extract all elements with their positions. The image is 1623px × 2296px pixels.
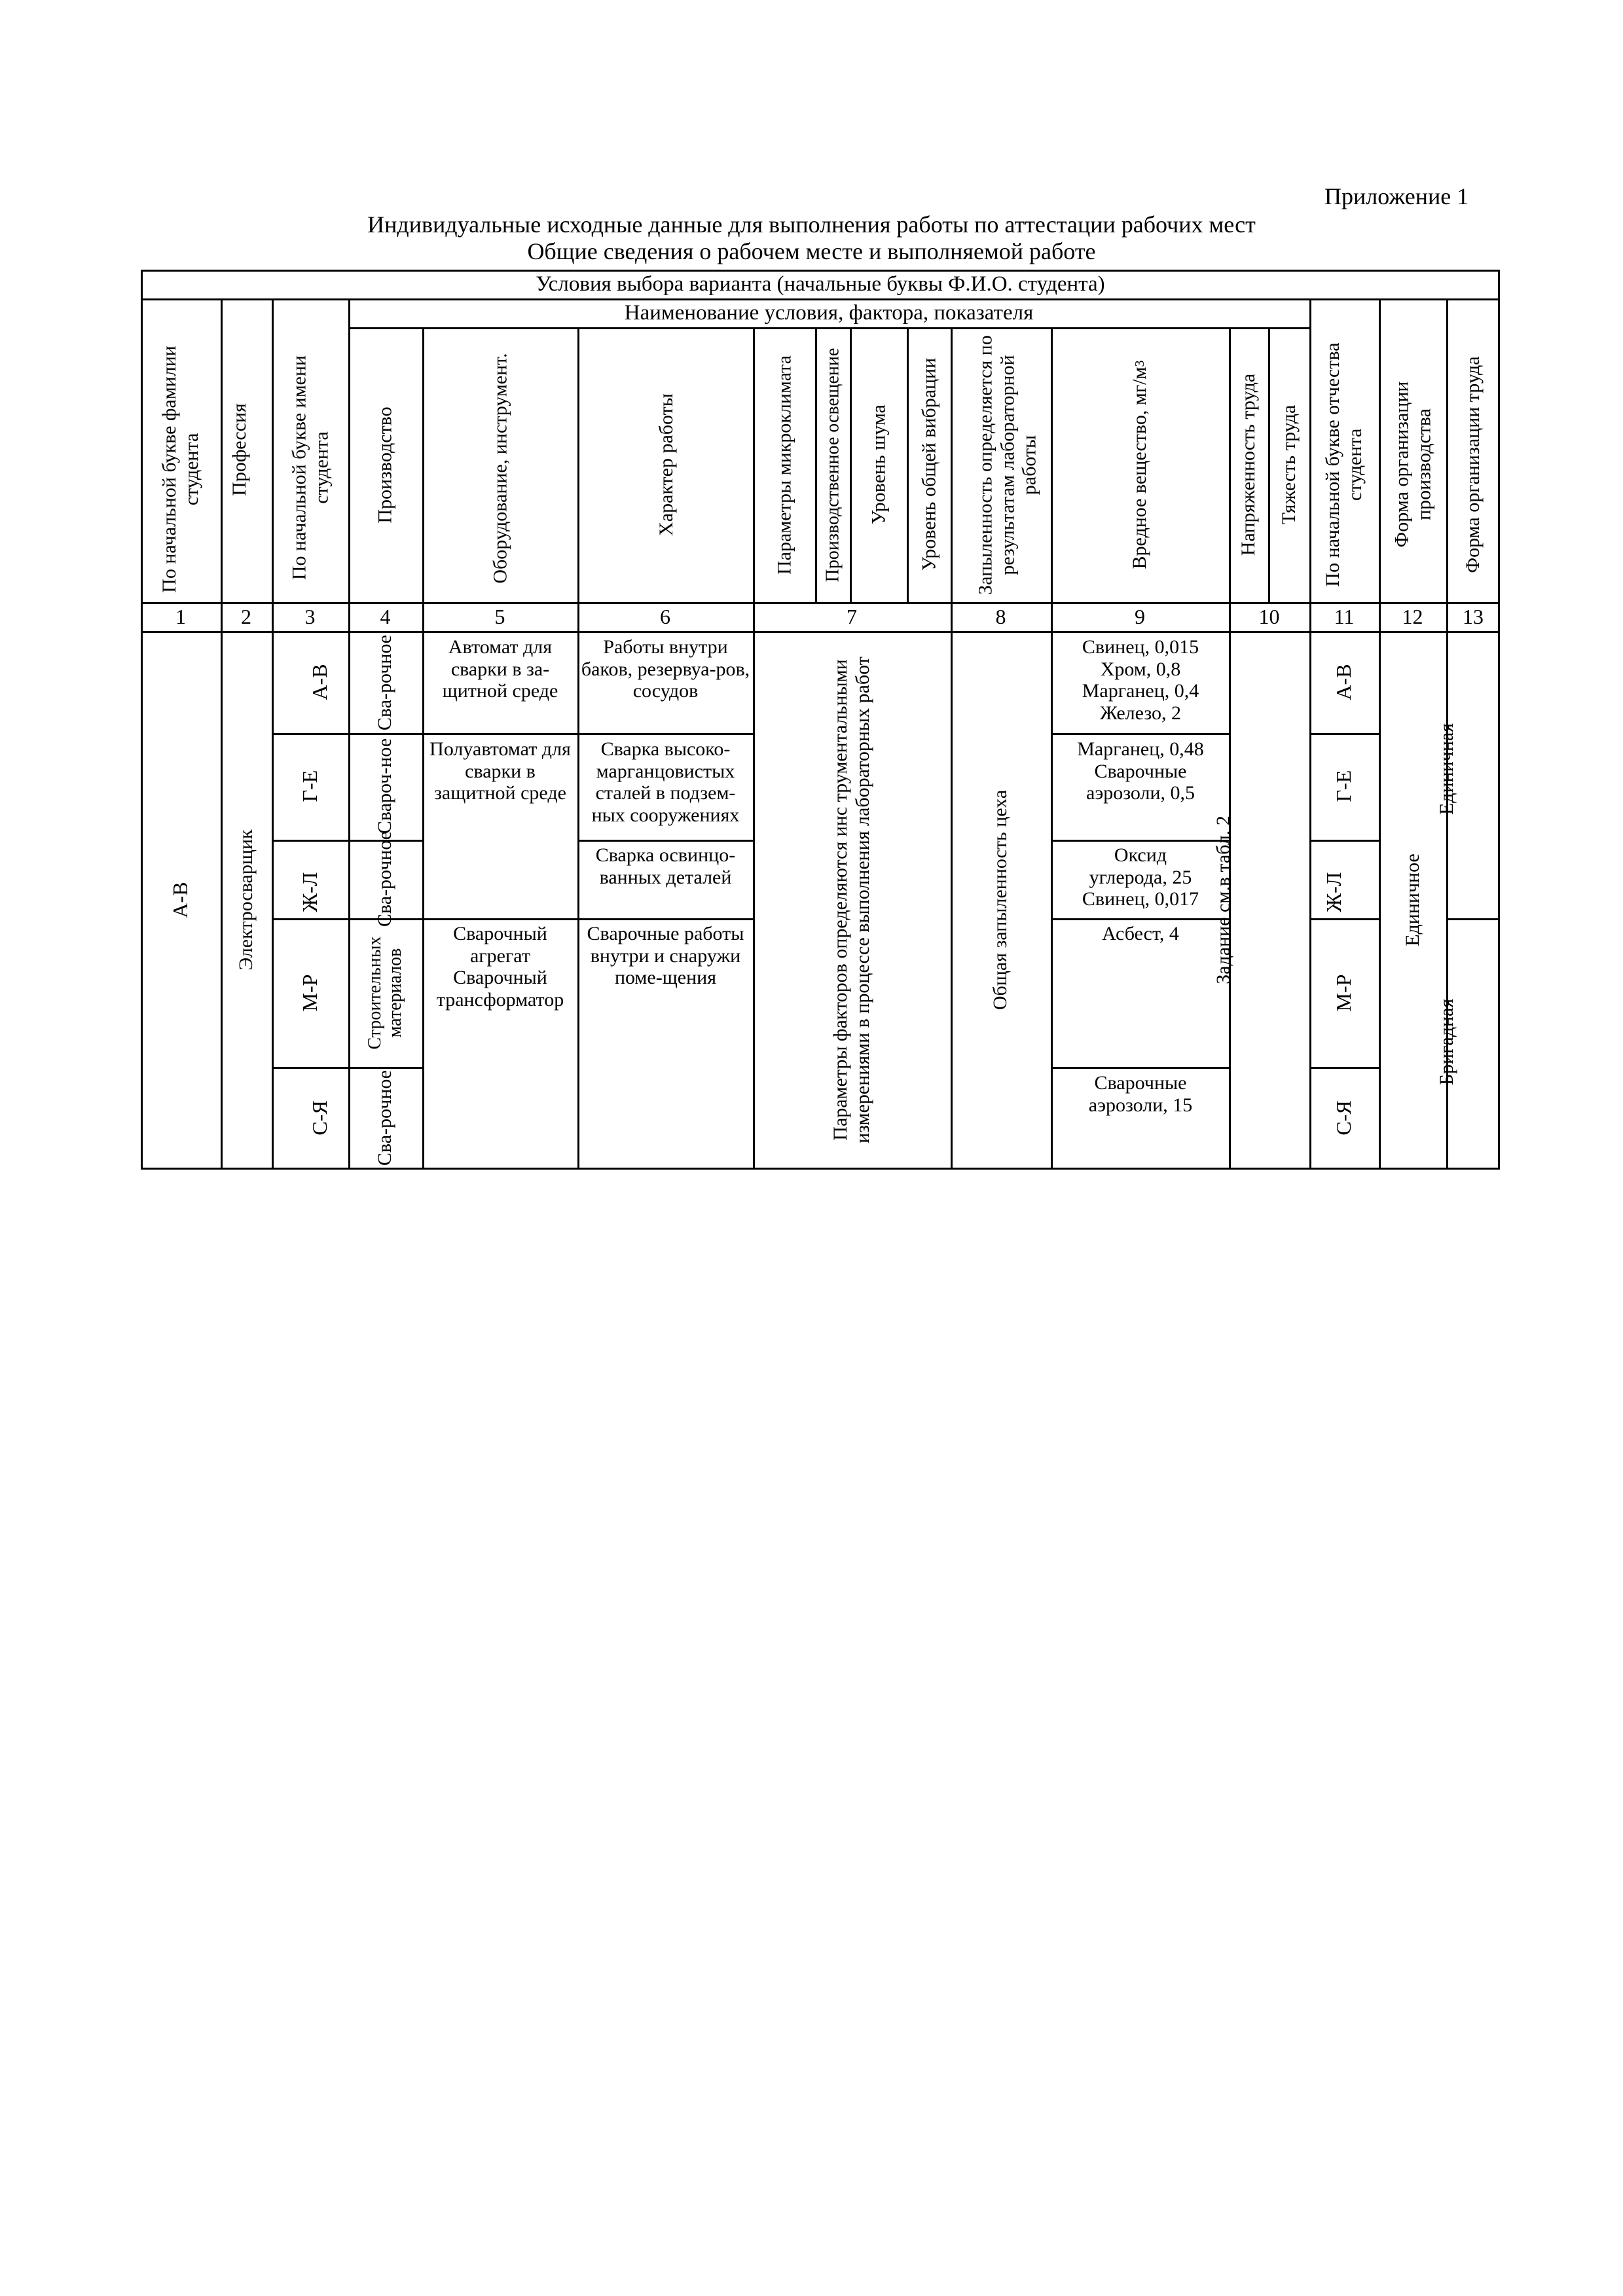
patronymic-range: М-Р xyxy=(1332,974,1356,1012)
name-range: Г-Е xyxy=(298,770,322,802)
table-rule xyxy=(1051,1067,1229,1069)
col-header-9-superscript: 3 xyxy=(1132,360,1147,367)
col-number: 4 xyxy=(380,605,391,628)
labor-organization: Бригадная xyxy=(1436,998,1458,1086)
table-rule xyxy=(1309,733,1379,735)
col-number: 2 xyxy=(241,605,251,628)
task-reference: Задание см.в табл. 2 xyxy=(1213,816,1235,984)
table-rule xyxy=(1446,918,1500,920)
table-rule xyxy=(577,840,753,842)
table-rule xyxy=(1051,840,1229,842)
table-rule xyxy=(141,631,1500,633)
col-header-13: Форма организации труда xyxy=(1462,356,1484,573)
col-number: 6 xyxy=(660,605,670,628)
production-cell: Сва-рочное xyxy=(374,1069,396,1166)
col-header-2: Профессия xyxy=(228,403,251,496)
factor-parameters-note: Параметры факторов определяются инс трументальными измерениями в процессе выполнения лабораторных работ xyxy=(830,656,873,1143)
col-header-6: Характер работы xyxy=(655,393,678,536)
col-number: 11 xyxy=(1334,605,1355,628)
col-header-7b: Производственное освещение xyxy=(822,348,843,583)
equipment-cell: Автомат для сварки в за-щитной среде xyxy=(442,636,558,702)
col-header-11: По начальной букве отчества студента xyxy=(1322,342,1366,587)
col-header-8: Запыленность определяется по результатам лабораторной работы xyxy=(974,335,1040,595)
col-number: 7 xyxy=(847,605,857,628)
col-number: 8 xyxy=(995,605,1006,628)
header-conditions: Условия выбора варианта (начальные буквы Ф.И.О. студента) xyxy=(536,272,1105,296)
dust-note: Общая запыленность цеха xyxy=(989,789,1012,1011)
table-rule xyxy=(348,327,1309,329)
surname-range: А-В xyxy=(168,882,192,918)
profession: Электросварщик xyxy=(235,829,257,971)
table-rule xyxy=(1051,918,1229,920)
table-rule xyxy=(1051,733,1229,735)
patronymic-range: С-Я xyxy=(1332,1100,1356,1136)
work-cell: Сварка освинцо-ванных деталей xyxy=(595,844,736,888)
header-names: Наименование условия, фактора, показателя xyxy=(624,300,1034,325)
col-header-12: Форма организации производства xyxy=(1391,381,1434,548)
production-cell: Строительных материалов xyxy=(364,936,405,1050)
name-range: Ж-Л xyxy=(298,872,322,912)
substance-cell: Сварочные аэрозоли, 15 xyxy=(1088,1072,1193,1116)
col-header-7a: Параметры микроклимата xyxy=(773,355,795,575)
table-border-bottom xyxy=(141,1168,1500,1170)
production-cell: Сва-рочное xyxy=(374,634,396,731)
page-title: Индивидуальные исходные данные для выполнения работы по аттестации рабочих мест xyxy=(367,211,1256,238)
work-cell: Сварочные работы внутри и снаружи поме-щения xyxy=(587,923,744,989)
col-number: 10 xyxy=(1258,605,1280,628)
col-number: 13 xyxy=(1463,605,1484,628)
col-header-4: Производство xyxy=(374,406,396,524)
labor-organization: Единичная xyxy=(1436,723,1458,816)
col-header-1: По начальной букве фамилии студента xyxy=(158,346,202,593)
col-header-3: По начальной букве имени студента xyxy=(288,355,332,581)
substance-cell: Оксид углерода, 25 Свинец, 0,017 xyxy=(1082,844,1199,910)
col-number: 3 xyxy=(304,605,316,628)
name-range: С-Я xyxy=(308,1100,332,1136)
substance-cell: Свинец, 0,015 Хром, 0,8 Марганец, 0,4 Железо, 2 xyxy=(1082,636,1199,724)
table-rule xyxy=(272,918,753,920)
equipment-cell: Полуавтомат для сварки в защитной среде xyxy=(429,738,571,804)
page-subtitle: Общие сведения о рабочем месте и выполняемой работе xyxy=(527,238,1096,264)
col-header-5: Оборудование, инструмент. xyxy=(489,353,511,584)
patronymic-range: А-В xyxy=(1332,664,1356,700)
name-range: М-Р xyxy=(298,974,322,1012)
col-header-10b: Тяжесть труда xyxy=(1278,404,1300,525)
work-cell: Работы внутри баков, резервуа-ров, сосудов xyxy=(581,636,750,702)
patronymic-range: Ж-Л xyxy=(1322,872,1346,912)
substance-cell: Асбест, 4 xyxy=(1102,923,1179,944)
col-header-9 xyxy=(1051,340,1229,589)
production-cell: Свароч-ное xyxy=(374,738,396,834)
col-number: 12 xyxy=(1402,605,1423,628)
equipment-cell: Сварочный агрегат Сварочный трансформатор xyxy=(436,923,564,1011)
appendix-label: Приложение 1 xyxy=(1324,183,1469,209)
col-header-10a: Напряженность труда xyxy=(1237,373,1260,556)
col-header-9-label: Вредное вещество, мг/м xyxy=(1129,367,1151,569)
col-header-7d: Уровень общей вибрации xyxy=(918,357,940,571)
name-range: А-В xyxy=(308,664,332,700)
col-header-7c: Уровень шума xyxy=(867,404,890,524)
table-rule xyxy=(1309,840,1379,842)
col-number: 9 xyxy=(1135,605,1145,628)
substance-cell: Марганец, 0,48 Сварочные аэрозоли, 0,5 xyxy=(1077,738,1204,804)
col-number: 1 xyxy=(175,605,186,628)
production-organization: Единичное xyxy=(1402,853,1424,946)
patronymic-range: Г-Е xyxy=(1332,770,1356,802)
table-rule xyxy=(272,733,753,735)
work-cell: Сварка высоко-марганцовистых сталей в подзем-ных сооружениях xyxy=(591,738,740,826)
production-cell: Сва-рочное xyxy=(374,831,396,927)
col-number: 5 xyxy=(494,605,505,628)
